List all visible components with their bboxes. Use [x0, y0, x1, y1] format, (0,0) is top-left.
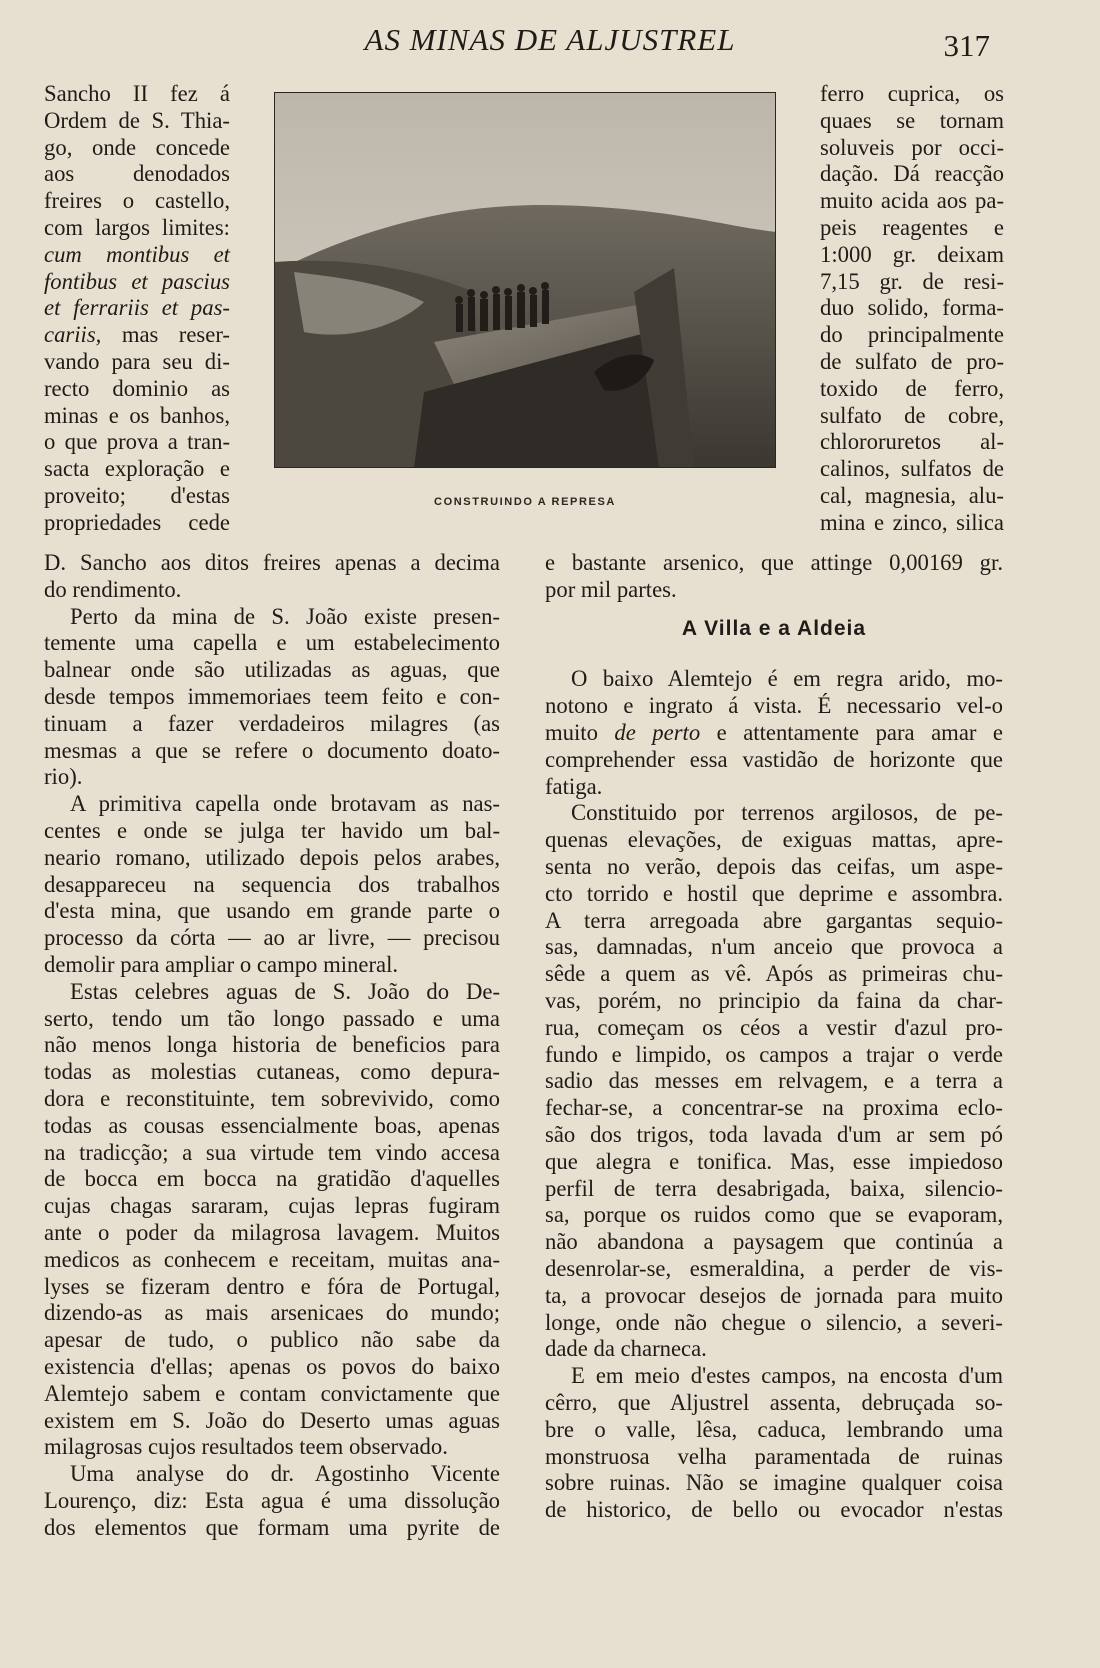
text-line: mina e zinco, silica — [820, 509, 1004, 535]
text-line: 1:000 gr. deixam — [820, 241, 1004, 267]
section-body — [545, 666, 1003, 1524]
text-line: lyses se fizeram dentro e fóra de Portugal, — [44, 1273, 500, 1299]
text-line: apesar de tudo, o publico não sabe da — [44, 1327, 500, 1353]
text-line: O baixo Alemtejo é em regra arido, mo- — [571, 666, 1003, 692]
running-title: AS MINAS DE ALJUSTREL — [364, 22, 736, 57]
right-column-continuation — [545, 550, 1003, 604]
text-line: cal, magnesia, alu- — [820, 482, 1004, 508]
text-line: temente uma capella e um estabelecimento — [44, 630, 500, 656]
text-line: processo da córta — ao ar livre, — precisou — [44, 925, 500, 951]
text-line: proveito; d'estas — [44, 482, 230, 508]
text-line: todas as cousas essencialmente boas, apenas — [44, 1112, 500, 1138]
text-line: fundo e limpido, os campos a trajar o verde — [545, 1041, 1003, 1067]
latin-phrase: cariis, — [44, 322, 102, 348]
text-line: 7,15 gr. de resi- — [820, 268, 1004, 294]
text-line: desenrolar-se, esmeraldina, a perder de vis- — [545, 1255, 1003, 1281]
text-line: o que prova a tran- — [44, 429, 230, 455]
text-line: e bastante arsenico, que attinge 0,00169 gr. — [545, 550, 1003, 575]
page-number: 317 — [943, 28, 990, 63]
text-line: muito de perto e attentamente para amar e — [545, 719, 1003, 745]
text-line: de sulfato de pro- — [820, 348, 1004, 374]
text-line: dora e reconstituinte, tem sobrevivido, como — [44, 1085, 500, 1111]
text-line: sa, porque os ruidos como que se evaporam, — [545, 1202, 1003, 1228]
text-line: cujas chagas sararam, cujas lepras fugiram — [44, 1193, 500, 1219]
text-line: Lourenço, diz: Esta agua é uma dissolução — [44, 1487, 500, 1513]
text-line: demolir para ampliar o campo mineral. — [44, 951, 399, 977]
text-line: dizendo-as as mais arsenicaes do mundo; — [44, 1300, 500, 1326]
text-line: minas e os banhos, — [44, 402, 230, 428]
text-line: D. Sancho aos ditos freires apenas a decima — [44, 550, 500, 575]
text-line: toxido de ferro, — [820, 375, 1004, 401]
text-line: todas as molestias cutaneas, como depura- — [44, 1059, 500, 1085]
text-line: calinos, sulfatos de — [820, 456, 1004, 482]
text-line: existencia d'ellas; apenas os povos do baixo — [44, 1353, 500, 1379]
text-line: et ferrariis et pas- — [44, 295, 230, 321]
text-line: sadio das messes em relvagem, e a terra a — [545, 1068, 1003, 1094]
text-line: Ordem de S. Thia- — [44, 107, 230, 133]
section-heading: A Villa e a Aldeia — [681, 616, 867, 640]
text-line: bre o valle, lêsa, caduca, lembrando uma — [545, 1416, 1003, 1442]
text-line: serto, tendo um tão longo passado e uma — [44, 1005, 500, 1031]
text-line: do principalmente — [820, 322, 1004, 348]
text-line: cto torrido e hostil que deprime e assombra. — [545, 880, 1003, 906]
text-line: recto dominio as — [44, 375, 230, 401]
text-line: duo solido, forma- — [820, 295, 1004, 321]
text-line: fechar-se, a concentrar-se na proxima eclo- — [545, 1095, 1003, 1121]
photo-illustration — [274, 92, 776, 468]
text-line: do rendimento. — [44, 576, 182, 602]
text-line: milagrosas cujos resultados teem observado. — [44, 1434, 448, 1460]
text-line: Uma analyse do dr. Agostinho Vicente — [70, 1461, 500, 1487]
text-line: freires o castello, — [44, 188, 230, 214]
text-line: quenas elevações, de exiguas mattas, apre- — [545, 827, 1003, 853]
text-line: Alemtejo sabem e contam convictamente que — [44, 1380, 500, 1406]
text-line: rio). — [44, 764, 83, 790]
text-line: não abandona a paysagem que continúa a — [545, 1229, 1003, 1255]
text-line: propriedades cede — [44, 509, 230, 535]
text-line: soluveis por occi- — [820, 134, 1004, 160]
text-line: desde tempos immemoriaes teem feito e con- — [44, 683, 500, 709]
text-line: vas, porém, no principio da faina da char- — [545, 987, 1003, 1013]
text-line: fontibus et pascius — [44, 268, 230, 294]
text-line: são dos trigos, toda lavada d'um ar sem pó — [545, 1121, 1003, 1147]
text-line: vando para seu di- — [44, 348, 230, 374]
text-line: d'esta mina, que usando em grande parte o — [44, 898, 500, 924]
text-line: E em meio d'estes campos, na encosta d'um — [571, 1363, 1003, 1389]
photograph-dam-construction — [274, 92, 776, 468]
text-line: com largos limites: — [44, 214, 230, 240]
text-line: ta, a provocar desejos de jornada para muito — [545, 1282, 1003, 1308]
text-line: ante o poder da milagrosa lavagem. Muitos — [44, 1219, 500, 1245]
text-line: A terra arregoada abre gargantas sequio- — [545, 907, 1003, 933]
text-line: sêde a quem as vê. Após as primeiras chu- — [545, 961, 1003, 987]
text-line: Sancho II fez á — [44, 81, 230, 106]
text-line: comprehender essa vastidão de horizonte que — [545, 746, 1003, 772]
text-line: monstruosa velha paramentada de ruinas — [545, 1443, 1003, 1469]
text-line: aos denodados — [44, 161, 230, 187]
text-line: fatiga. — [545, 773, 603, 799]
text-line: Estas celebres aguas de S. João do De- — [70, 978, 500, 1004]
text-line: sulfato de cobre, — [820, 402, 1004, 428]
text-line: na tradicção; a sua virtude tem vindo accesa — [44, 1139, 500, 1165]
text-line: não menos longa historia de beneficios para — [44, 1032, 500, 1058]
text-line: quaes se tornam — [820, 107, 1004, 133]
text-line: Perto da mina de S. João existe presen- — [70, 603, 500, 629]
text-line: cum montibus et — [44, 241, 230, 267]
text-line: dos elementos que formam uma pyrite de — [44, 1514, 500, 1540]
text-line: existem em S. João do Deserto umas aguas — [44, 1407, 500, 1433]
text-line: sacta exploração e — [44, 456, 230, 482]
text-line: perfil de terra desabrigada, baixa, silencio- — [545, 1175, 1003, 1201]
text-line: dação. Dá reacção — [820, 161, 1004, 187]
text-line: mesmas a que se refere o documento doato- — [44, 737, 500, 763]
figure-caption: CONSTRUINDO A REPRESA — [434, 496, 616, 508]
text-line: A primitiva capella onde brotavam as nas- — [70, 791, 500, 817]
text-line: cariis, mas reser- — [44, 322, 230, 348]
right-column-top — [820, 81, 1004, 537]
text-line: de bocca em bocca na gratidão d'aquelles — [44, 1166, 500, 1192]
left-column-top — [44, 81, 230, 537]
text-line: longe, onde não chegue o silencio, a severi- — [545, 1309, 1003, 1335]
text-line: Constituido por terrenos argilosos, de pe- — [571, 800, 1003, 826]
text-line: centes e onde se julga ter havido um bal- — [44, 817, 500, 843]
text-line: medicos as conhecem e receitam, muitas ana- — [44, 1246, 500, 1272]
right-column — [545, 550, 1003, 1524]
left-column — [44, 550, 500, 1541]
text-line: tinuam a fazer verdadeiros milagres (as — [44, 710, 500, 736]
text-line: go, onde concede — [44, 134, 230, 160]
text-line: desappareceu na sequencia dos trabalhos — [44, 871, 500, 897]
text-line: cêrro, que Aljustrel assenta, debruçada so- — [545, 1389, 1003, 1415]
text-line: de historico, de bello ou evocador n'estas — [545, 1497, 1003, 1523]
text-line: notono e ingrato á vista. É necessario vel-o — [545, 693, 1003, 719]
text-line: dade da charneca. — [545, 1336, 707, 1362]
text-line: sas, damnadas, n'um anceio que provoca a — [545, 934, 1003, 960]
text-line: peis reagentes e — [820, 214, 1004, 240]
text-line: rua, começam os céos a vestir d'azul pro- — [545, 1014, 1003, 1040]
text-line: senta no verão, depois das ceifas, um aspe- — [545, 853, 1003, 879]
text-line: ferro cuprica, os — [820, 81, 1004, 106]
text-line: neario romano, utilizado depois pelos arabes, — [44, 844, 500, 870]
text-line: sobre ruinas. Não se imagine qualquer coisa — [545, 1470, 1003, 1496]
text-line: chlororuretos al- — [820, 429, 1004, 455]
text-line: balnear onde são utilizadas as aguas, que — [44, 657, 500, 683]
emphasis: de perto — [614, 719, 701, 745]
text-line: muito acida aos pa- — [820, 188, 1004, 214]
text-line: que alegra e tonifica. Mas, esse impiedoso — [545, 1148, 1003, 1174]
text-line: por mil partes. — [545, 576, 677, 602]
